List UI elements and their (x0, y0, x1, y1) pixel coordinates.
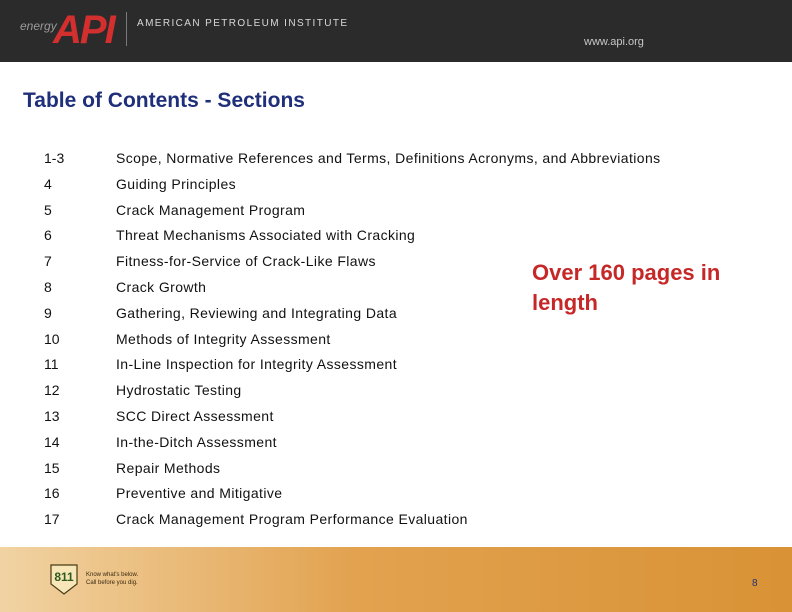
section-number: 15 (44, 459, 60, 476)
section-number: 9 (44, 304, 52, 321)
page-count-callout: Over 160 pages in length (532, 260, 721, 315)
page-title: Table of Contents - Sections (23, 89, 305, 112)
section-number: 1-3 (44, 150, 65, 166)
header-divider (126, 12, 127, 46)
section-number: 10 (44, 330, 60, 347)
call-811-icon (47, 562, 81, 596)
section-title: Crack Management Program Performance Evaluation (116, 511, 468, 528)
header-bar (0, 0, 792, 62)
section-title: In-Line Inspection for Integrity Assessment (116, 356, 397, 373)
toc-row (44, 327, 744, 353)
toc-row (44, 404, 744, 430)
toc-row (44, 198, 744, 224)
section-number: 16 (44, 485, 60, 502)
section-title: Methods of Integrity Assessment (116, 330, 331, 347)
toc-row (44, 352, 744, 378)
section-number: 12 (44, 382, 60, 399)
toc-row (44, 456, 744, 482)
section-title: Repair Methods (116, 459, 221, 476)
toc-row (44, 430, 744, 456)
table-of-contents (44, 146, 744, 533)
section-number: 6 (44, 227, 52, 244)
badge-slogan-line1: Know what's below. (86, 572, 139, 578)
section-title: Crack Growth (116, 278, 207, 295)
logo-energy-text: energy (20, 19, 57, 33)
section-number: 17 (44, 511, 60, 528)
section-number: 7 (44, 253, 52, 270)
section-title: In-the-Ditch Assessment (116, 433, 277, 450)
footer-bar (0, 547, 792, 612)
section-number: 8 (44, 278, 52, 295)
page-number: 8 (752, 578, 758, 589)
section-title: Crack Management Program (116, 201, 306, 218)
toc-row (44, 378, 744, 404)
section-number: 4 (44, 175, 52, 192)
section-title: Gathering, Reviewing and Integrating Data (116, 304, 398, 321)
toc-row (44, 172, 744, 198)
toc-row (44, 481, 744, 507)
section-title: Fitness-for-Service of Crack-Like Flaws (116, 253, 376, 270)
section-title: Threat Mechanisms Associated with Cracking (116, 227, 416, 244)
section-number: 5 (44, 201, 52, 218)
badge-slogan (86, 571, 138, 587)
section-number: 13 (44, 407, 60, 424)
site-url: www.api.org (584, 36, 644, 48)
toc-row (44, 507, 744, 533)
badge-slogan-line2: Call before you dig. (86, 580, 138, 586)
toc-row (44, 146, 744, 172)
section-title: Preventive and Mitigative (116, 485, 283, 502)
section-title: SCC Direct Assessment (116, 407, 274, 424)
section-number: 14 (44, 433, 60, 450)
org-name: AMERICAN PETROLEUM INSTITUTE (137, 18, 349, 29)
section-title: Hydrostatic Testing (116, 382, 242, 399)
api-logo: API (53, 8, 114, 52)
section-title: Scope, Normative References and Terms, Definitions Acronyms, and Abbreviations (116, 150, 661, 166)
badge-number: 811 (54, 570, 74, 584)
section-title: Guiding Principles (116, 175, 237, 192)
section-number: 11 (44, 356, 59, 373)
toc-row (44, 223, 744, 249)
